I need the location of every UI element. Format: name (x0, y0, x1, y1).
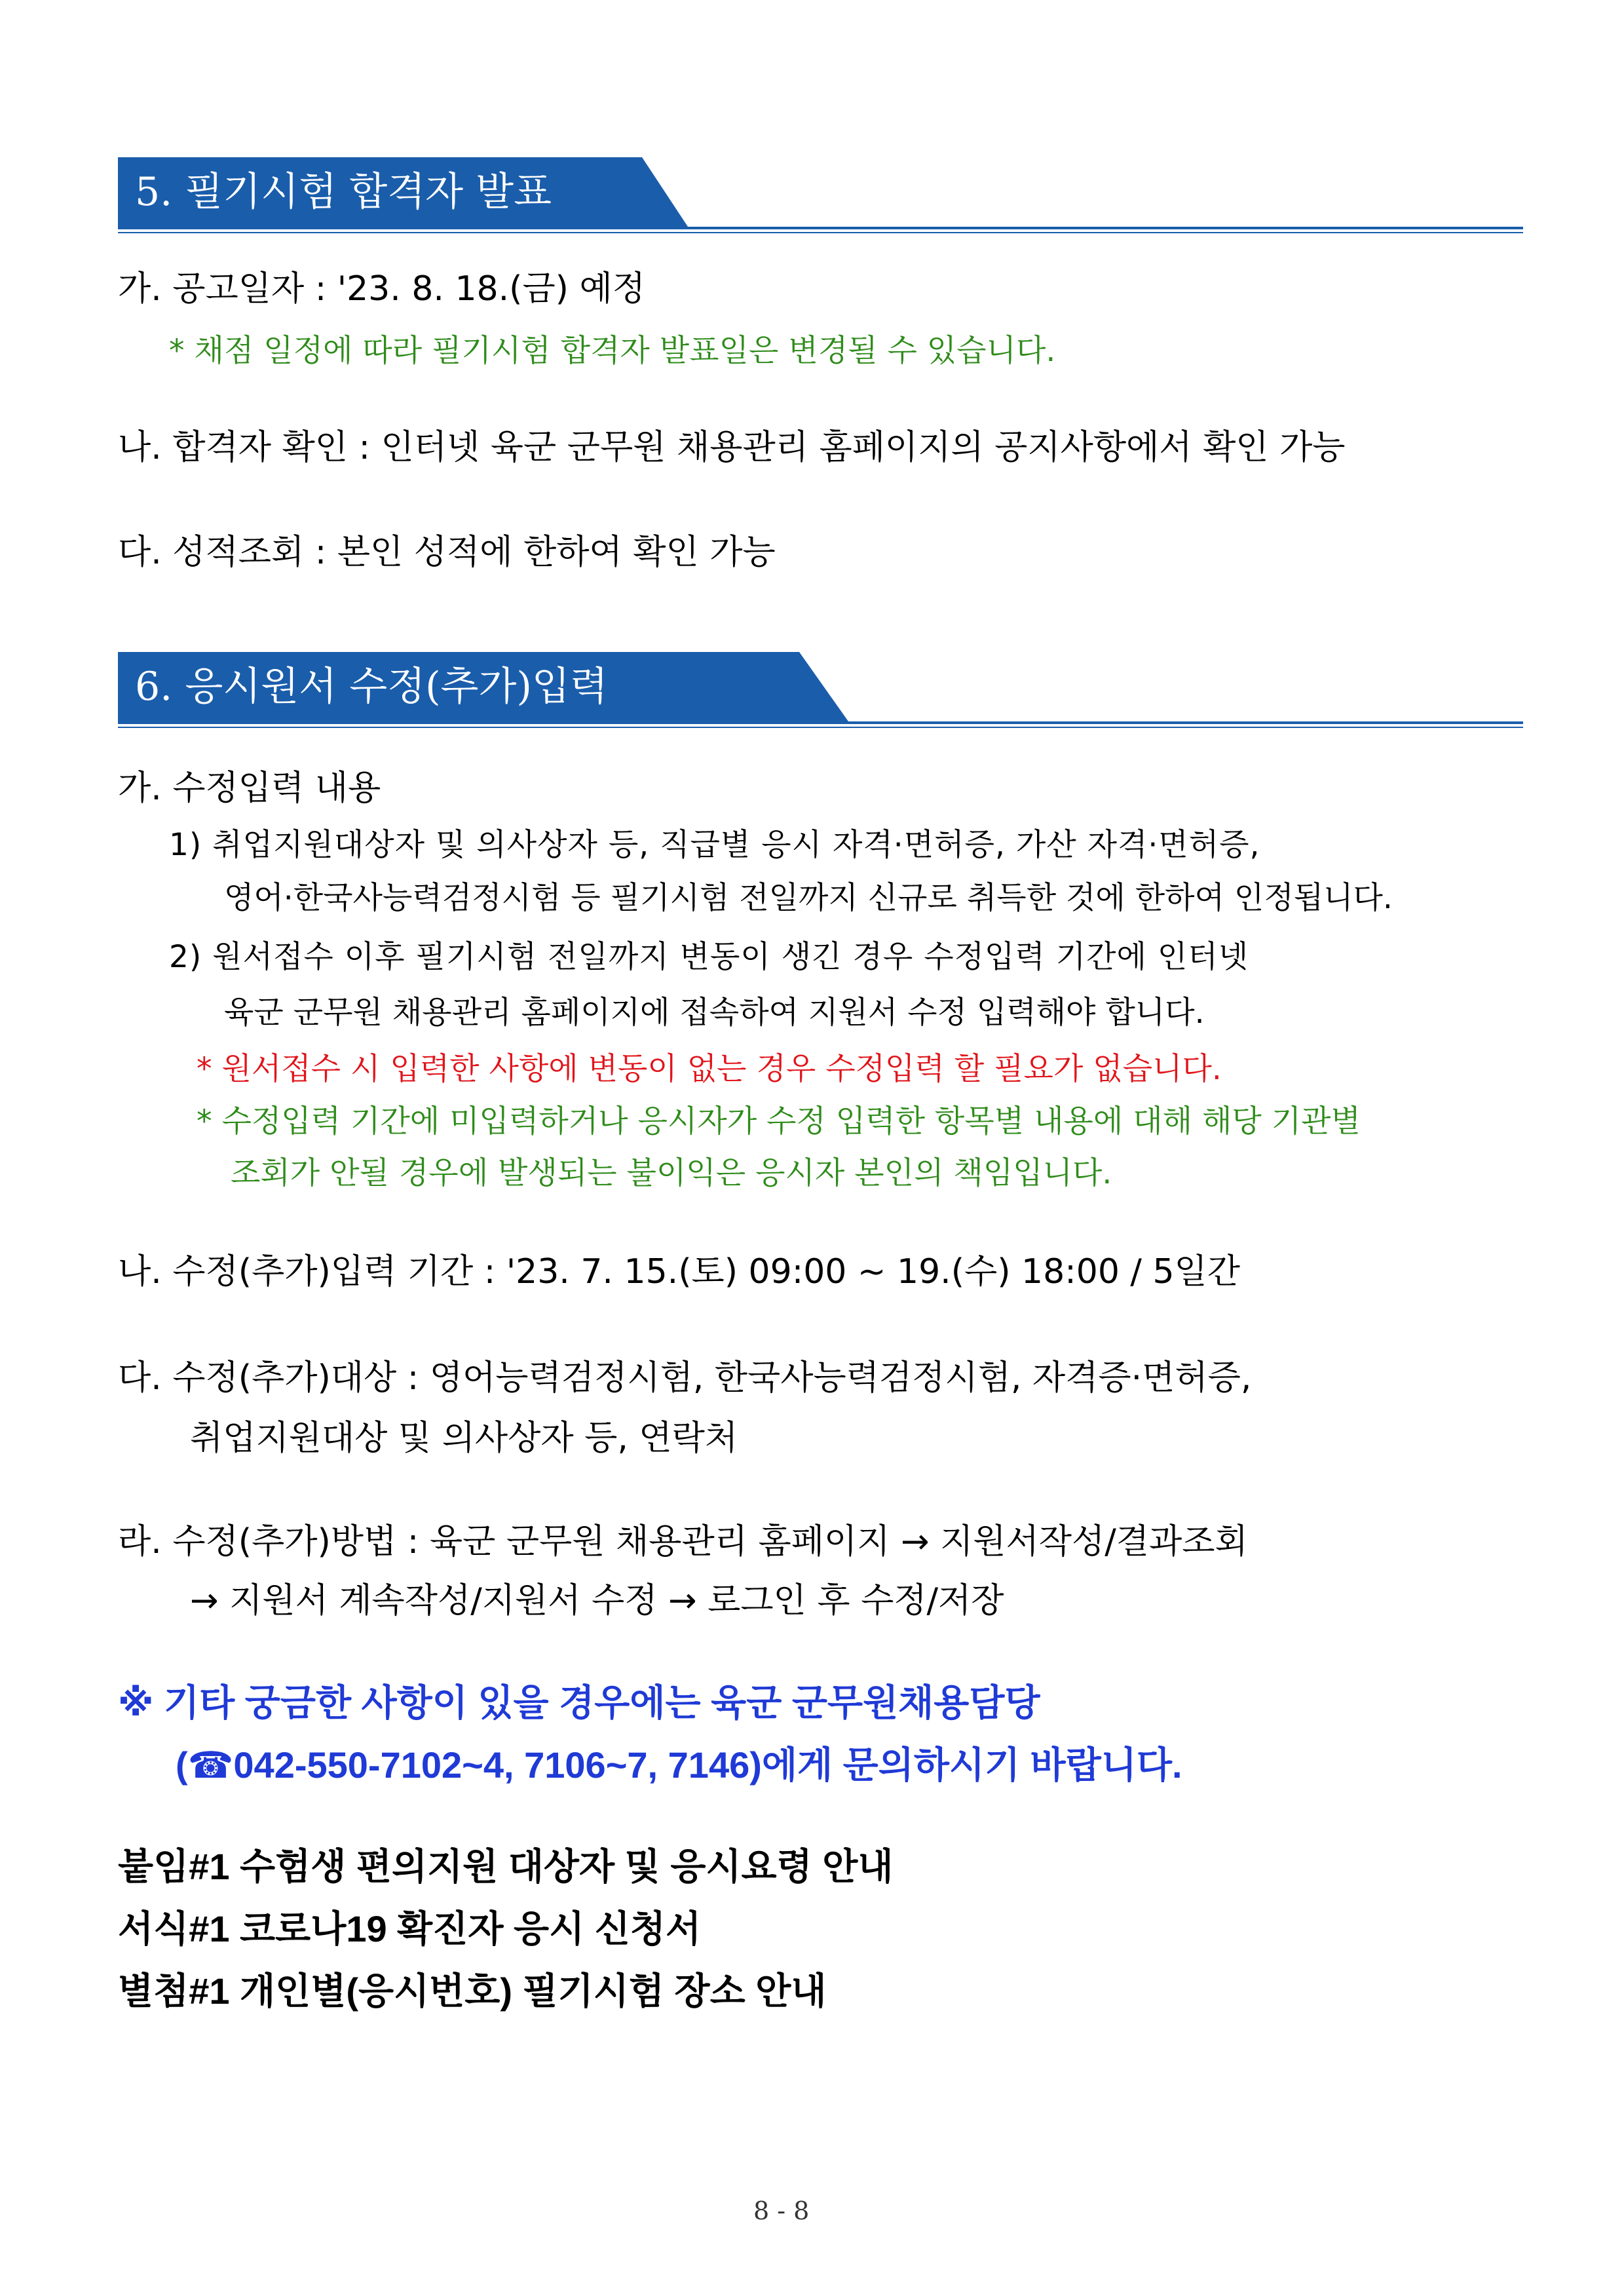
s6-target-line2: 취업지원대상 및 의사상자 등, 연락처 (190, 1419, 738, 1458)
attachment-1: 붙임#1 수험생 편의지원 대상자 및 응시요령 안내 (118, 1846, 894, 1887)
appendix-1: 별첨#1 개인별(응시번호) 필기시험 장소 안내 (118, 1970, 827, 2012)
header-rule-thin (118, 232, 1523, 233)
s6-target-line1: 다. 수정(추가)대상 : 영어능력검정시험, 한국사능력검정시험, 자격증·면허증, (118, 1358, 1252, 1398)
s6-item1-line2: 영어·한국사능력검정시험 등 필기시험 전일까지 신규로 취득한 것에 한하여 인정됩니다. (224, 880, 1393, 916)
form-1: 서식#1 코로나19 확진자 응시 신청서 (118, 1908, 702, 1949)
s6-input-period: 나. 수정(추가)입력 기간 : '23. 7. 15.(토) 09:00 ~ 19.(수) 18:00 / 5일간 (118, 1252, 1241, 1292)
section-6-header (118, 652, 1523, 763)
s6-input-content: 가. 수정입력 내용 (118, 769, 381, 808)
header-rule (118, 721, 1523, 724)
contact-notice-line1: ※ 기타 궁금한 사항이 있을 경우에는 육군 군무원채용담당 (118, 1682, 1040, 1723)
s5-date-note: * 채점 일정에 따라 필기시험 합격자 발표일은 변경될 수 있습니다. (169, 333, 1056, 369)
s6-method-line1: 라. 수정(추가)방법 : 육군 군무원 채용관리 홈페이지 → 지원서작성/결과조회 (118, 1522, 1248, 1561)
s6-item2-line1: 2) 원서접수 이후 필기시험 전일까지 변동이 생긴 경우 수정입력 기간에 인터넷 (169, 939, 1249, 975)
header-rule-thin (118, 727, 1523, 728)
s6-method-line2: → 지원서 계속작성/지원서 수정 → 로그인 후 수정/저장 (190, 1581, 1004, 1620)
s5-score-inquiry: 다. 성적조회 : 본인 성적에 한하여 확인 가능 (118, 533, 776, 572)
header-rule (118, 227, 1523, 229)
s5-announcement-date: 가. 공고일자 : '23. 8. 18.(금) 예정 (118, 269, 645, 309)
section-6-title: 6. 응시원서 수정(추가)입력 (135, 664, 608, 710)
contact-notice-line2: (☎042-550-7102~4, 7106~7, 7146)에게 문의하시기 바랍니다. (176, 1744, 1182, 1786)
s6-item1-line1: 1) 취업지원대상자 및 의사상자 등, 직급별 응시 자격·면허증, 가산 자격·면허증, (169, 827, 1260, 863)
page-number: 8 - 8 (753, 2196, 810, 2225)
section-5-title: 5. 필기시험 합격자 발표 (135, 169, 552, 215)
section-5-header (118, 157, 1523, 269)
s5-result-check: 나. 합격자 확인 : 인터넷 육군 군무원 채용관리 홈페이지의 공지사항에서 확인 가능 (118, 428, 1346, 467)
s6-note-green-line2: 조회가 안될 경우에 발생되는 불이익은 응시자 본인의 책임입니다. (231, 1155, 1112, 1191)
s6-note-green-line1: * 수정입력 기간에 미입력하거나 응시자가 수정 입력한 항목별 내용에 대해 해당 기관별 (197, 1103, 1361, 1139)
s6-note-red: * 원서접수 시 입력한 사항에 변동이 없는 경우 수정입력 할 필요가 없습니다. (197, 1051, 1222, 1087)
s6-item2-line2: 육군 군무원 채용관리 홈페이지에 접속하여 지원서 수정 입력해야 합니다. (224, 995, 1205, 1031)
